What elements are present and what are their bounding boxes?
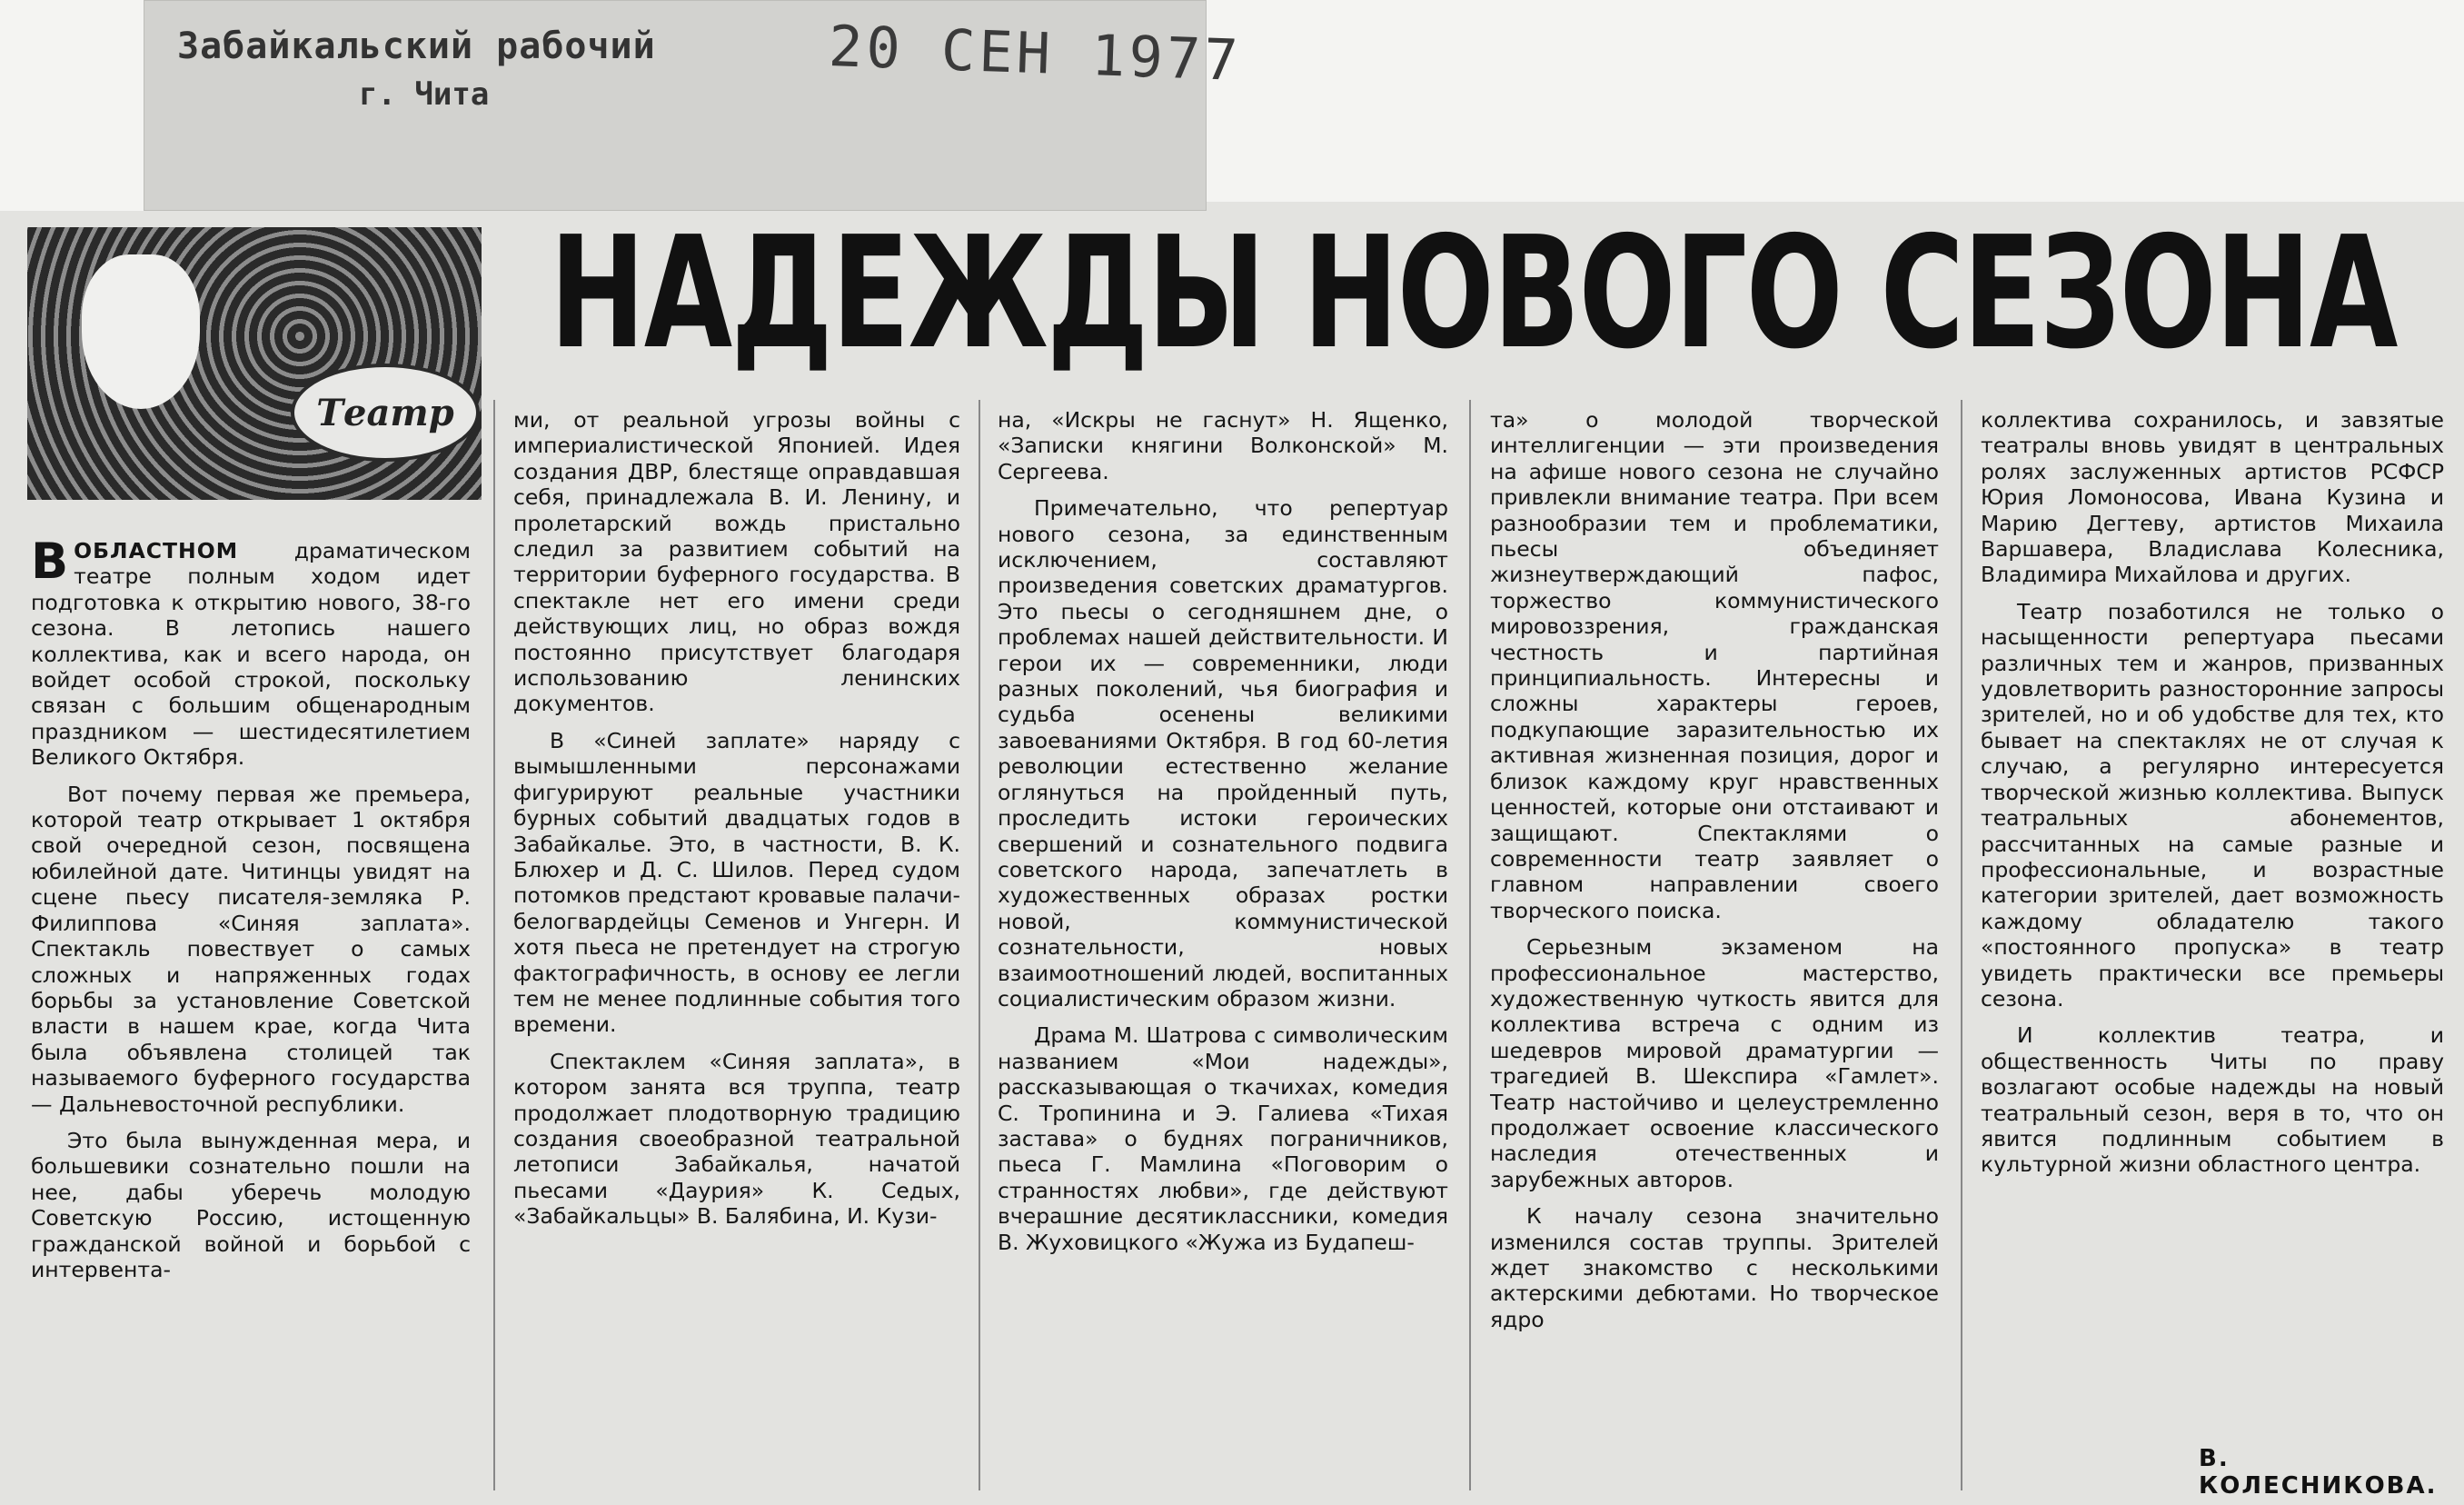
paragraph: на, «Искры не гаснут» Н. Ященко, «Записки княгини Волконской» М. Сергеева.	[998, 407, 1448, 484]
emblem-label: Театр	[316, 391, 454, 434]
paragraph-text: драматическом театре полным ходом идет подготовка к открытию нового, 38-го сезона. В летопись нашего коллектива, как и всего народа, он войдет особой строкой, поскольку связан с большим общенародным праздником — шестидесятилетием Великого Октября.	[31, 538, 471, 771]
lead-caps: ОБЛАСТНОМ	[74, 538, 239, 563]
column-divider	[979, 400, 980, 1490]
paragraph: Вот почему первая же премьера, которой театр открывает 1 октября свой очередной сезон, посвящена юбилейной дате. Читинцы увидят на сцене пьесу писателя-земляка Р. Филиппова «Синяя заплата». Спектакль повествует о самых сложных и напряженных годах борьбы за установление Советской власти в нашем крае, когда Чита была объявлена столицей так называемого буферного государства — Дальневосточной республики.	[31, 781, 471, 1117]
paragraph: коллектива сохранилось, и завзятые театралы вновь увидят в центральных ролях заслуженных артистов РСФСР Юрия Ломоносова, Ивана Кузина и Марию Дегтеву, артистов Михаила Варшавера, Владислава Колесника, Владимира Михайлова и других.	[1981, 407, 2444, 588]
column-divider	[1469, 400, 1471, 1490]
article-column-1	[31, 538, 471, 1492]
paragraph: Драма М. Шатрова с символическим названием «Мои надежды», рассказывающая о ткачихах, комедия С. Тропинина и Э. Галиева «Тихая застава» о буднях пограничников, пьеса Г. Мамлина «Поговорим о странностях любви», где действуют вчерашние десятиклассники, комедия В. Жуховицкого «Жужа из Будапеш-	[998, 1022, 1448, 1255]
article-column-4	[1490, 407, 1939, 1492]
paragraph: Серьезным экзаменом на профессиональное мастерство, художественную чуткость явится для коллектива встреча с одним из шедевров мировой драматургии — трагедией В. Шекспира «Гамлет». Театр настойчиво и целеустремленно продолжает освоение классического наследия отечественных и зарубежных авторов.	[1490, 934, 1939, 1192]
paragraph: Театр позаботился не только о насыщенности репертуара пьесами различных тем и жанров, призванных удовлетворить разносторонние запросы зрителей, но и об удобстве для тех, кто бывает на спектаклях не от случая к случаю, а регулярно интересуется творческой жизнью коллектива. Выпуск театральных абонементов, рассчитанных на самые разные и профессиональные, и возрастные категории зрителей, дает возможность каждому обладателю такого «постоянного пропуска» в театр увидеть практически все премьеры сезона.	[1981, 598, 2444, 1012]
paragraph: Спектаклем «Синяя заплата», в котором занята вся труппа, театр продолжает плодотворную традицию создания своеобразной театральной летописи Забайкалья, начатой пьесами «Даурия» К. Седых, «Забайкальцы» В. Балябина, И. Кузи-	[513, 1048, 960, 1230]
paragraph: В «Синей заплате» наряду с вымышленными персонажами фигурируют реальные участники бурных событий двадцатых годов в Забайкалье. Это, в частности, В. К. Блюхер и Д. С. Шилов. Перед судом потомков предстают кровавые палачи-белогвардейцы Семенов и Унгерн. И хотя пьеса не претендует на строгую фактографичность, в основу ее легли тем не менее подлинные события того времени.	[513, 727, 960, 1038]
theatre-mask-icon	[82, 254, 200, 409]
source-newspaper-name: Забайкальский рабочий	[177, 25, 656, 67]
lead-paragraph	[31, 538, 471, 771]
emblem-badge	[291, 364, 480, 462]
paragraph: Примечательно, что репертуар нового сезона, за единственным исключением, составляют произведения советских драматургов. Это пьесы о сегодняшнем дне, о проблемах нашей действительности. И герои их — современники, люди разных поколений, чья биография и судьба осенены великими завоеваниями Октября. В год 60-летия революции естественно желание оглянуться на пройденный путь, проследить истоки героических свершений и сознательного подвига советского народа, запечатлеть в художественных образах ростки новой, коммунистической сознательности, новых взаимоотношений людей, воспитанных социалистическим образом жизни.	[998, 495, 1448, 1012]
article-column-5	[1981, 407, 2444, 1416]
column-divider	[493, 400, 495, 1490]
paragraph: Это была вынужденная мера, и большевики сознательно пошли на нее, дабы уберечь молодую Советскую Россию, истощенную гражданской войной и борьбой с интервента-	[31, 1127, 471, 1282]
paragraph: И коллектив театра, и общественность Читы по праву возлагают особые надежды на новый театральный сезон, веря в то, что он явится подлинным событием в культурной жизни областного центра.	[1981, 1022, 2444, 1178]
article-column-3	[998, 407, 1448, 1492]
theatre-emblem	[27, 227, 482, 500]
source-city: г. Чита	[359, 76, 490, 113]
paragraph: К началу сезона значительно изменился состав труппы. Зрителей ждет знакомство с несколькими актерскими дебютами. Но творческое ядро	[1490, 1203, 1939, 1332]
author-signature: В. КОЛЕСНИКОВА.	[2199, 1445, 2438, 1500]
date-stamp: 20 СЕН 1977	[827, 13, 1243, 94]
column-divider	[1961, 400, 1962, 1490]
paragraph: ми, от реальной угрозы войны с империалистической Японией. Идея создания ДВР, блестяще оправдавшая себя, принадлежала В. И. Ленину, и пролетарский вождь пристально следил за развитием событий на территории буферного государства. В спектакле нет его имени среди действующих лиц, но образ вождя постоянно присутствует благодаря использованию ленинских документов.	[513, 407, 960, 717]
paragraph: та» о молодой творческой интеллигенции — эти произведения на афише нового сезона не случайно привлекли внимание театра. При всем разнообразии тем и проблематики, пьесы объединяет жизнеутверждающий пафос, торжество коммунистического мировоззрения, гражданская честность и партийная принципиальность. Интересны и сложны характеры героев, подкупающие заразительностью их активная жизненная позиция, дорог и близок каждому круг нравственных ценностей, которые они отстаивают и защищают. Спектаклями о современности театр заявляет о главном направлении своего творческого поиска.	[1490, 407, 1939, 923]
drop-cap: В	[31, 538, 69, 590]
article-headline: НАДЕЖДЫ НОВОГО СЕЗОНА	[550, 204, 2397, 384]
article-column-2	[513, 407, 960, 1492]
